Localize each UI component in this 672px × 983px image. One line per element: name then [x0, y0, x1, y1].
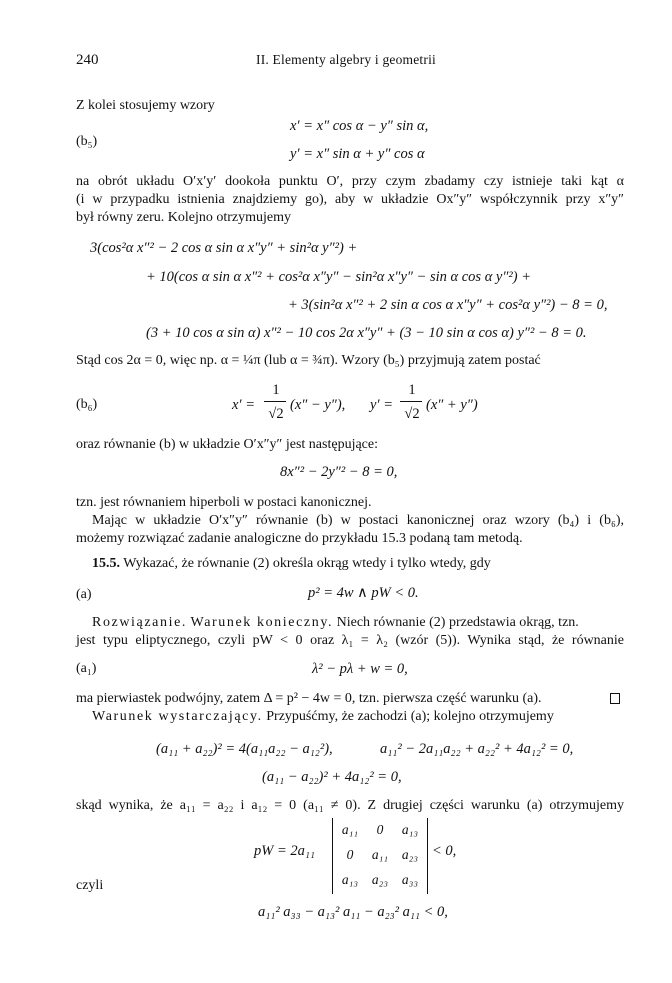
equation-b6-lhs-y: y′ =	[370, 397, 394, 413]
running-title: II. Elementy algebry i geometrii	[256, 52, 436, 67]
equation-pw-rhs: < 0,	[432, 843, 457, 859]
text-line: skąd wynika, że a₁₁ = a₂₂ i a₁₂ = 0 (a₁₁ ≠ 0). Z drugiej części warunku (a) otrzymujemy	[76, 798, 624, 813]
matrix-cell: 0	[346, 847, 354, 862]
solution-intro	[92, 614, 640, 632]
sufficient-condition-label: Warunek wystarczający.	[92, 709, 263, 724]
text-line: jest typu eliptycznego, czyli pW < 0 oraz λ₁ = λ₂ (wzór (5)). Wynika stąd, że równanie	[76, 633, 624, 648]
equation-hyperbola: 8x″² − 2y″² − 8 = 0,	[280, 464, 398, 480]
fraction-denominator: √2	[404, 406, 420, 422]
derivation-row-2: + 10(cos α sin α x″² + cos²α x″y″ − sin²α x″y″ − sin α cos α y″²) +	[146, 269, 531, 285]
derivation-row-1: 3(cos²α x″² − 2 cos α sin α x″y″ + sin²α y″²) +	[90, 240, 358, 256]
equation-s1: (a₁₁ + a₂₂)² = 4(a₁₁a₂₂ − a₁₂²),	[156, 741, 333, 757]
text-line: oraz równanie (b) w układzie O′x″y″ jest następujące:	[76, 437, 378, 452]
page-number: 240	[76, 52, 99, 68]
text-line: ma pierwiastek podwójny, zatem Δ = p² − 4w = 0, tzn. pierwsza część warunku (a).	[76, 691, 542, 706]
sufficient-condition-text: Przypuśćmy, że zachodzi (a); kolejno otrzymujemy	[266, 709, 554, 724]
paragraph-line: był równy zeru. Kolejno otrzymujemy	[76, 210, 292, 225]
matrix-cell: a₂₃	[371, 872, 389, 887]
text-line: tzn. jest równaniem hiperboli w postaci kanonicznej.	[76, 495, 372, 510]
paragraph-line: (i w przypadku istnienia znajdziemy go), aby w układzie Ox″y″ współczynnik przy x″y″	[76, 192, 624, 207]
text-line: Mając w układzie O′x″y″ równanie (b) w postaci kanonicznej oraz wzory (b₄) i (b₆),	[92, 513, 624, 528]
equation-b6-lhs-x: x′ =	[232, 397, 256, 413]
fraction-denominator: √2	[268, 406, 284, 422]
text-line: możemy rozwiązać zadanie analogiczne do przykładu 15.3 podaną tam metodą.	[76, 531, 523, 546]
matrix-cell: a₁₁	[341, 822, 359, 837]
equation-b5-second: y′ = x″ sin α + y″ cos α	[290, 146, 425, 162]
equation-tag-b6: (b₆)	[76, 397, 98, 412]
text-line: Stąd cos 2α = 0, więc np. α = ¼π (lub α = ¾π). Wzory (b₅) przyjmują zatem postać	[76, 353, 541, 368]
equation-a: p² = 4w ∧ pW < 0.	[308, 585, 419, 601]
qed-square-icon	[610, 693, 620, 704]
text-line: Z kolei stosujemy wzory	[76, 98, 215, 113]
equation-s2: a₁₁² − 2a₁₁a₂₂ + a₂₂² + 4a₁₂² = 0,	[380, 741, 574, 757]
fraction-numerator: 1	[408, 382, 416, 398]
sufficient-condition-line	[92, 708, 640, 726]
problem-number: 15.5.	[92, 556, 120, 571]
fraction-bar	[264, 401, 286, 402]
necessary-condition-label: Warunek konieczny.	[190, 615, 334, 630]
equation-a1: λ² − pλ + w = 0,	[312, 661, 408, 677]
text-line: czyli	[76, 878, 104, 893]
equation-b6-rhs-x: (x″ − y″),	[290, 397, 346, 413]
equation-s3: (a₁₁ − a₂₂)² + 4a₁₂² = 0,	[262, 769, 402, 785]
matrix-cell: a₁₃	[341, 872, 359, 887]
equation-tag-a1: (a₁)	[76, 661, 97, 676]
derivation-row-4: (3 + 10 cos α sin α) x″² − 10 cos 2α x″y″ + (3 − 10 sin α cos α) y″² − 8 = 0.	[146, 325, 587, 341]
problem-text: Wykazać, że równanie (2) określa okrąg wtedy i tylko wtedy, gdy	[123, 556, 491, 571]
equation-b6-rhs-y: (x″ + y″)	[426, 397, 478, 413]
solution-text: Niech równanie (2) przedstawia okrąg, tzn.	[336, 615, 579, 630]
equation-tag-b5: (b₅)	[76, 134, 98, 149]
paragraph-line: na obrót układu O′x′y′ dookoła punktu O′, przy czym zbadamy czy istnieje taki kąt α	[76, 174, 624, 189]
fraction-numerator: 1	[272, 382, 280, 398]
equation-b5-first: x′ = x″ cos α − y″ sin α,	[290, 118, 429, 134]
solution-label: Rozwiązanie.	[92, 615, 187, 630]
equation-final: a₁₁² a₃₃ − a₁₃² a₁₁ − a₂₃² a₁₁ < 0,	[258, 904, 448, 920]
matrix-cell: 0	[376, 822, 384, 837]
fraction-bar	[400, 401, 422, 402]
problem-statement	[92, 555, 640, 573]
derivation-row-3: + 3(sin²α x″² + 2 sin α cos α x″y″ + cos²α y″²) − 8 = 0,	[288, 297, 608, 313]
equation-pw-lhs: pW = 2a₁₁	[254, 843, 315, 859]
matrix-cell: a₃₃	[401, 872, 419, 887]
matrix-cell: a₂₃	[401, 847, 419, 862]
matrix-cell: a₁₁	[371, 847, 389, 862]
equation-tag-a: (a)	[76, 587, 92, 602]
matrix-cell: a₁₃	[401, 822, 419, 837]
